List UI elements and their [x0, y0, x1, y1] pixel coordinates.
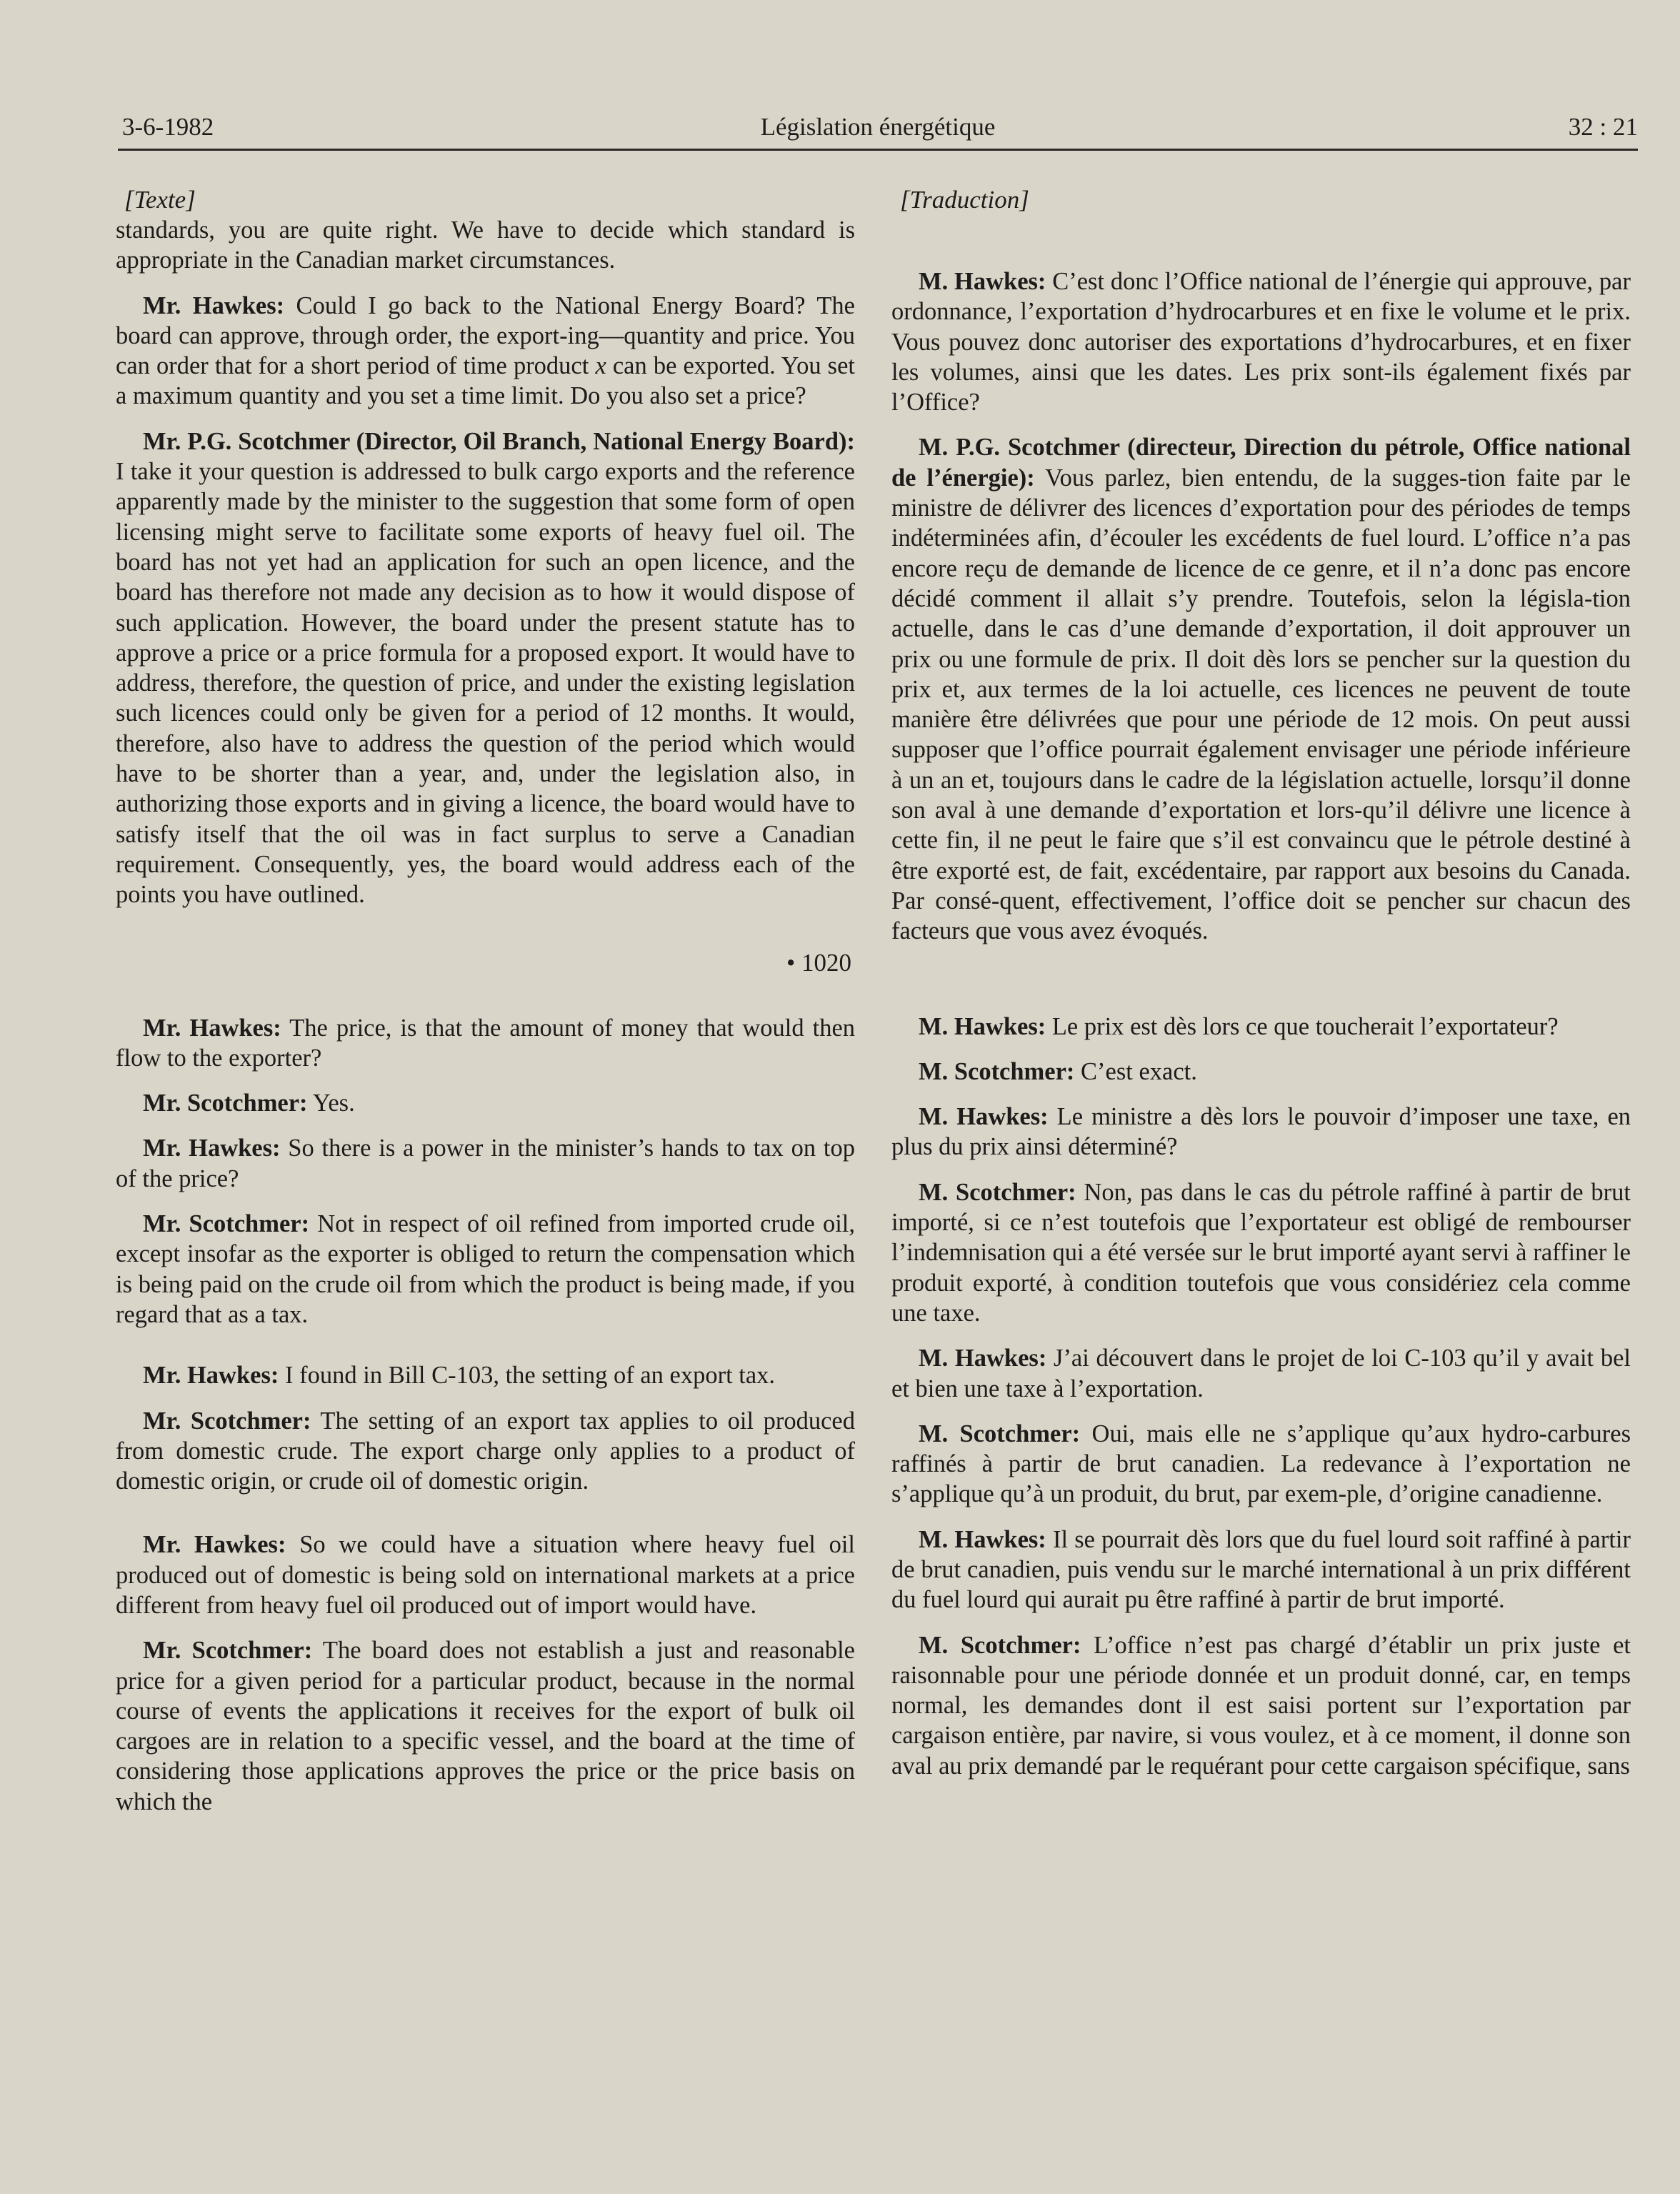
italic-variable: x: [595, 352, 606, 380]
speaker-name: M. Scotchmer:: [919, 1420, 1081, 1447]
speaker-name: M. Hawkes:: [919, 1012, 1046, 1040]
paragraph-text: standards, you are quite right. We have to decide which standard is appropriate in the Canadian market circumstances.: [116, 216, 855, 274]
paragraph-text: Oui, mais elle ne s’applique qu’aux hydro-carbures raffinés à partir de brut canadien. La redevance à l’exportation ne s’applique qu’à un produit, du brut, par exem-ple, d’origine canadienne.: [891, 1420, 1631, 1508]
paragraph-text: J’ai découvert dans le projet de loi C-103 qu’il y avait bel et bien une taxe à l’exportation.: [891, 1345, 1631, 1402]
paragraph-scotchmer: [891, 1177, 1631, 1328]
speaker-name: M. Scotchmer:: [919, 1631, 1081, 1659]
speaker-name: M. Hawkes:: [919, 1103, 1049, 1131]
paragraph-scotchmer: [891, 1630, 1631, 1781]
paragraph-scotchmer: [116, 1406, 855, 1497]
paragraph-gap: [116, 1345, 855, 1360]
paragraph-scotchmer: [116, 1209, 855, 1330]
paragraph-text: Vous parlez, bien entendu, de la sugges-tion faite par le ministre de délivrer des licences d’exportation pour des périodes de temps indéterminées afin, d’écouler les excédents de fuel lourd. L’office n’a pas encore reçu de demande de licence de ce genre, et il n’a donc pas encore décidé comment il allait s’y prendre. Toutefois, selon la législa-tion actuelle, dans le cas d’une demande d’exportation, il doit approuver un prix ou une formule de prix. Il doit dès lors se pencher sur la question du prix et, aux termes de la loi actuelle, ces licences ne peuvent de toute manière être délivrées que pour une période de 12 mois. On peut aussi supposer que l’office pourrait également envisager une période inférieure à un an et, toujours dans le cadre de la législation actuelle, lorsqu’il donne son aval à une demande d’exportation et lors-qu’il délivre une licence à cette fin, il ne peut le faire que s’il est convaincu que le pétrole destiné à être exporté est, de fait, excédentaire, par rapport aux besoins du Canada. Par consé-quent, effectivement, l’office doit se pencher sur chacun des facteurs que vous avez évoqués.: [891, 464, 1631, 945]
paragraph-gap: [891, 962, 1631, 1012]
header-title: Législation énergétique: [760, 113, 996, 141]
paragraph-text: Le prix est dès lors ce que toucherait l’exportateur?: [1046, 1012, 1559, 1040]
paragraph-text: The setting of an export tax applies to oil produced from domestic crude. The export charge only applies to a product of domestic origin, or crude oil of domestic origin.: [116, 1407, 855, 1495]
paragraph-text: Yes.: [307, 1089, 355, 1117]
paragraph-gap: [116, 1511, 855, 1530]
paragraph-text: I found in Bill C-103, the setting of an export tax.: [279, 1362, 776, 1390]
header-rule: [118, 149, 1638, 151]
paragraph-text: Could I go back to the National Energy Board? The board can approve, through order, the export-ing—quantity and price. You can order that for a short period of time product: [116, 291, 856, 380]
column-tag-texte: [Texte]: [124, 186, 196, 214]
header-date: 3-6-1982: [122, 113, 214, 141]
paragraph-continuation: [116, 215, 855, 276]
speaker-name: M. Scotchmer:: [919, 1057, 1075, 1085]
paragraph-text: Not in respect of oil refined from imported crude oil, except insofar as the exporter is obliged to return the compensation which is being paid on the crude oil from which the product is being made, if you regard that as a tax.: [116, 1210, 855, 1328]
speaker-name: Mr. Hawkes:: [143, 1135, 281, 1162]
paragraph-hawkes: [891, 266, 1631, 417]
speaker-name: M. Hawkes:: [919, 1525, 1046, 1553]
speaker-name: Mr. Hawkes:: [143, 1362, 279, 1390]
paragraph-scotchmer: [116, 427, 855, 910]
paragraph-scotchmer: [891, 1419, 1631, 1510]
paragraph-gap: [891, 215, 1631, 266]
page-header: [118, 113, 1638, 149]
paragraph-text: can be exported. You set a maximum quantity and you set a time limit. Do you also set a price?: [116, 352, 855, 410]
paragraph-text: The board does not establish a just and reasonable price for a given period for a particular product, because in the normal course of events the applications it receives for the export of bulk oil cargoes are in relation to a specific vessel, and the board at the time of considering those applications approves the price or the price basis on which the: [116, 1637, 855, 1815]
column-tag-traduction: [Traduction]: [900, 186, 1029, 214]
paragraph-text: C’est exact.: [1074, 1057, 1197, 1085]
header-page-number: 32 : 21: [1568, 113, 1638, 141]
paragraph-hawkes: [116, 1530, 855, 1620]
speaker-name: Mr. Scotchmer:: [143, 1637, 313, 1665]
english-column: [116, 184, 855, 1832]
paragraph-hawkes: [116, 291, 855, 412]
paragraph-text: Il se pourrait dès lors que du fuel lourd soit raffiné à partir de brut canadien, puis vendu sur le marché international à un prix différent du fuel lourd qui aurait pu être raffiné à partir de brut importé.: [891, 1525, 1631, 1614]
paragraph-hawkes: [891, 1343, 1631, 1404]
french-column: [891, 184, 1631, 1796]
paragraph-hawkes: [891, 1102, 1631, 1162]
time-marker: • 1020: [786, 948, 851, 977]
speaker-name: Mr. Scotchmer:: [143, 1407, 311, 1435]
paragraph-text: I take it your question is addressed to bulk cargo exports and the reference apparently made by the minister to the suggestion that some form of open licensing might serve to facilitate some exports of heavy fuel oil. The board has not yet had an application for such an open licence, and the board has therefore not made any decision as to how it would dispose of such application. However, the board under the present statute has to approve a price or a price formula for a proposed export. It would have to address, therefore, the question of price, and under the existing legislation such licences could only be given for a period of 12 months. It would, therefore, also have to address the question of the period which would have to be shorter than a year, and, under the legislation also, in authorizing those exports and in giving a licence, the board would have to satisfy itself that the oil was in fact surplus to serve a Canadian requirement. Consequently, yes, the board would address each of the points you have outlined.: [116, 458, 855, 909]
paragraph-hawkes: [116, 1013, 855, 1074]
speaker-name: M. Hawkes:: [919, 268, 1046, 295]
paragraph-text: Non, pas dans le cas du pétrole raffiné à partir de brut importé, si ce n’est toutefois que l’exportateur est obligé de rembourser l’indemnisation qui a été versée sur le brut importé ayant servi à raffiner le produit exporté, à condition toutefois que vous considériez cela comme une taxe.: [891, 1178, 1631, 1327]
paragraph-text: C’est donc l’Office national de l’énergie qui approuve, par ordonnance, l’exportation d’hydrocarbures et en fixe le volume et le prix. Vous pouvez donc autoriser des exportations d’hydrocarbures, et en fixer les volumes, ainsi que les dates. Les prix sont-ils également fixés par l’Office?: [891, 268, 1631, 417]
speaker-name: M. P.G. Scotchmer (directeur, Direction du pétrole, Office national de l’énergie):: [891, 434, 1631, 492]
paragraph-text: Le ministre a dès lors le pouvoir d’imposer une taxe, en plus du prix ainsi déterminé?: [891, 1103, 1631, 1161]
speaker-name: Mr. Scotchmer:: [143, 1210, 310, 1238]
speaker-name: Mr. Hawkes:: [143, 1014, 281, 1042]
paragraph-hawkes: [116, 1360, 855, 1390]
paragraph-scotchmer: [891, 1057, 1631, 1087]
paragraph-text: So there is a power in the minister’s hands to tax on top of the price?: [116, 1135, 856, 1192]
paragraph-scotchmer: [891, 432, 1631, 946]
paragraph-scotchmer: [116, 1635, 855, 1817]
paragraph-text: L’office n’est pas chargé d’établir un prix juste et raisonnable pour une période donnée et un produit donné, car, en temps normal, les demandes dont il est saisi portent sur l’exportation par cargaison entière, par navire, si vous voulez, et à ce moment, il donne son aval au prix demandé par le requérant pour cette cargaison spécifique, sans: [891, 1631, 1631, 1780]
speaker-name: Mr. Scotchmer:: [143, 1089, 308, 1117]
speaker-name: M. Scotchmer:: [919, 1178, 1076, 1206]
paragraph-hawkes: [891, 1525, 1631, 1615]
paragraph-hawkes: [116, 1133, 855, 1194]
speaker-name: Mr. P.G. Scotchmer (Director, Oil Branch, National Energy Board):: [143, 427, 855, 455]
paragraph-text: The price, is that the amount of money that would then flow to the exporter?: [116, 1014, 856, 1072]
speaker-name: Mr. Hawkes:: [143, 1531, 286, 1559]
paragraph-text: So we could have a situation where heavy fuel oil produced out of domestic is being sold on international markets at a price different from heavy fuel oil produced out of import would have.: [116, 1531, 856, 1619]
paragraph-hawkes: [891, 1012, 1631, 1042]
speaker-name: M. Hawkes:: [919, 1345, 1047, 1372]
paragraph-scotchmer: [116, 1088, 855, 1118]
speaker-name: Mr. Hawkes:: [143, 291, 285, 319]
